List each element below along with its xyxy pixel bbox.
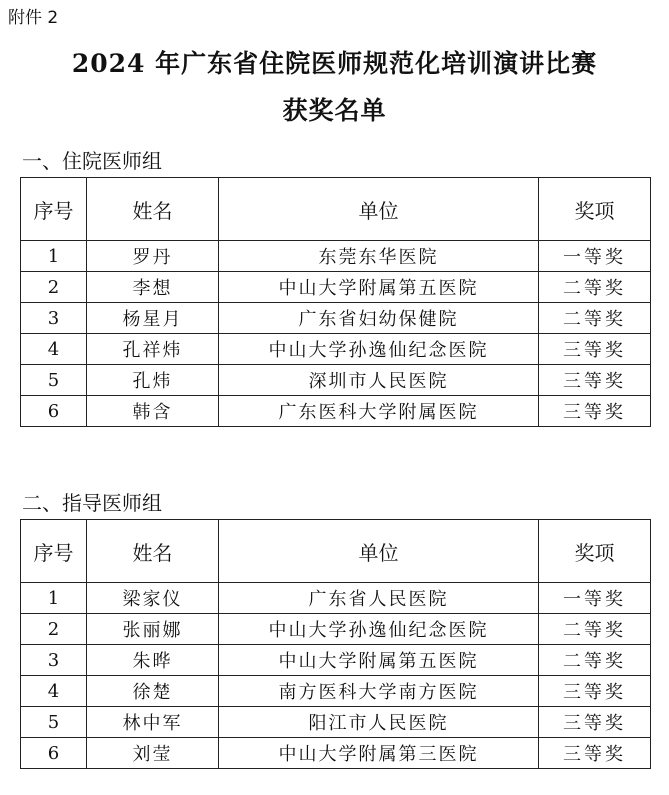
column-header-name: 姓名	[87, 178, 219, 241]
table-row	[21, 614, 651, 645]
column-header-number: 序号	[21, 178, 87, 241]
row-number: 5	[21, 365, 87, 396]
row-number: 2	[21, 614, 87, 645]
hospital-unit: 广东医科大学附属医院	[219, 396, 539, 427]
instructor-award-table	[20, 519, 651, 769]
table-row	[21, 272, 651, 303]
table-row	[21, 365, 651, 396]
table-row	[21, 707, 651, 738]
hospital-unit: 中山大学附属第五医院	[219, 272, 539, 303]
row-number: 4	[21, 334, 87, 365]
award-level: 三等奖	[539, 365, 651, 396]
column-header-award: 奖项	[539, 178, 651, 241]
hospital-unit: 阳江市人民医院	[219, 707, 539, 738]
winner-name: 张丽娜	[87, 614, 219, 645]
table-row	[21, 396, 651, 427]
winner-name: 徐楚	[87, 676, 219, 707]
column-header-number: 序号	[21, 520, 87, 583]
table-header-row	[21, 520, 651, 583]
winner-name: 李想	[87, 272, 219, 303]
award-level: 三等奖	[539, 707, 651, 738]
resident-award-table	[20, 177, 651, 427]
document-subtitle: 获奖名单	[282, 96, 387, 125]
award-level: 三等奖	[539, 738, 651, 769]
hospital-unit: 广东省人民医院	[219, 583, 539, 614]
hospital-unit: 中山大学附属第五医院	[219, 645, 539, 676]
award-level: 二等奖	[539, 303, 651, 334]
table-row	[21, 303, 651, 334]
hospital-unit: 深圳市人民医院	[219, 365, 539, 396]
award-level: 三等奖	[539, 334, 651, 365]
hospital-unit: 广东省妇幼保健院	[219, 303, 539, 334]
attachment-label: 附件 2	[8, 8, 59, 28]
column-header-unit: 单位	[219, 520, 539, 583]
hospital-unit: 东莞东华医院	[219, 241, 539, 272]
winner-name: 孔炜	[87, 365, 219, 396]
table-row	[21, 241, 651, 272]
winner-name: 罗丹	[87, 241, 219, 272]
winner-name: 朱晔	[87, 645, 219, 676]
table-row	[21, 334, 651, 365]
award-level: 二等奖	[539, 645, 651, 676]
hospital-unit: 中山大学附属第三医院	[219, 738, 539, 769]
award-level: 一等奖	[539, 241, 651, 272]
row-number: 5	[21, 707, 87, 738]
award-level: 二等奖	[539, 614, 651, 645]
row-number: 6	[21, 738, 87, 769]
award-level: 二等奖	[539, 272, 651, 303]
column-header-name: 姓名	[87, 520, 219, 583]
hospital-unit: 中山大学孙逸仙纪念医院	[219, 334, 539, 365]
table-row	[21, 676, 651, 707]
column-header-award: 奖项	[539, 520, 651, 583]
section-title-resident: 一、住院医师组	[22, 149, 162, 173]
table-row	[21, 645, 651, 676]
document-title: 2024 年广东省住院医师规范化培训演讲比赛	[71, 49, 598, 78]
row-number: 4	[21, 676, 87, 707]
winner-name: 韩含	[87, 396, 219, 427]
row-number: 2	[21, 272, 87, 303]
row-number: 1	[21, 241, 87, 272]
hospital-unit: 南方医科大学南方医院	[219, 676, 539, 707]
award-level: 三等奖	[539, 676, 651, 707]
table-row	[21, 738, 651, 769]
hospital-unit: 中山大学孙逸仙纪念医院	[219, 614, 539, 645]
table-row	[21, 583, 651, 614]
row-number: 1	[21, 583, 87, 614]
row-number: 3	[21, 645, 87, 676]
award-level: 三等奖	[539, 396, 651, 427]
section-title-instructor: 二、指导医师组	[22, 491, 162, 515]
row-number: 6	[21, 396, 87, 427]
table-header-row	[21, 178, 651, 241]
row-number: 3	[21, 303, 87, 334]
winner-name: 林中军	[87, 707, 219, 738]
column-header-unit: 单位	[219, 178, 539, 241]
winner-name: 刘莹	[87, 738, 219, 769]
winner-name: 梁家仪	[87, 583, 219, 614]
winner-name: 杨星月	[87, 303, 219, 334]
winner-name: 孔祥炜	[87, 334, 219, 365]
award-level: 一等奖	[539, 583, 651, 614]
